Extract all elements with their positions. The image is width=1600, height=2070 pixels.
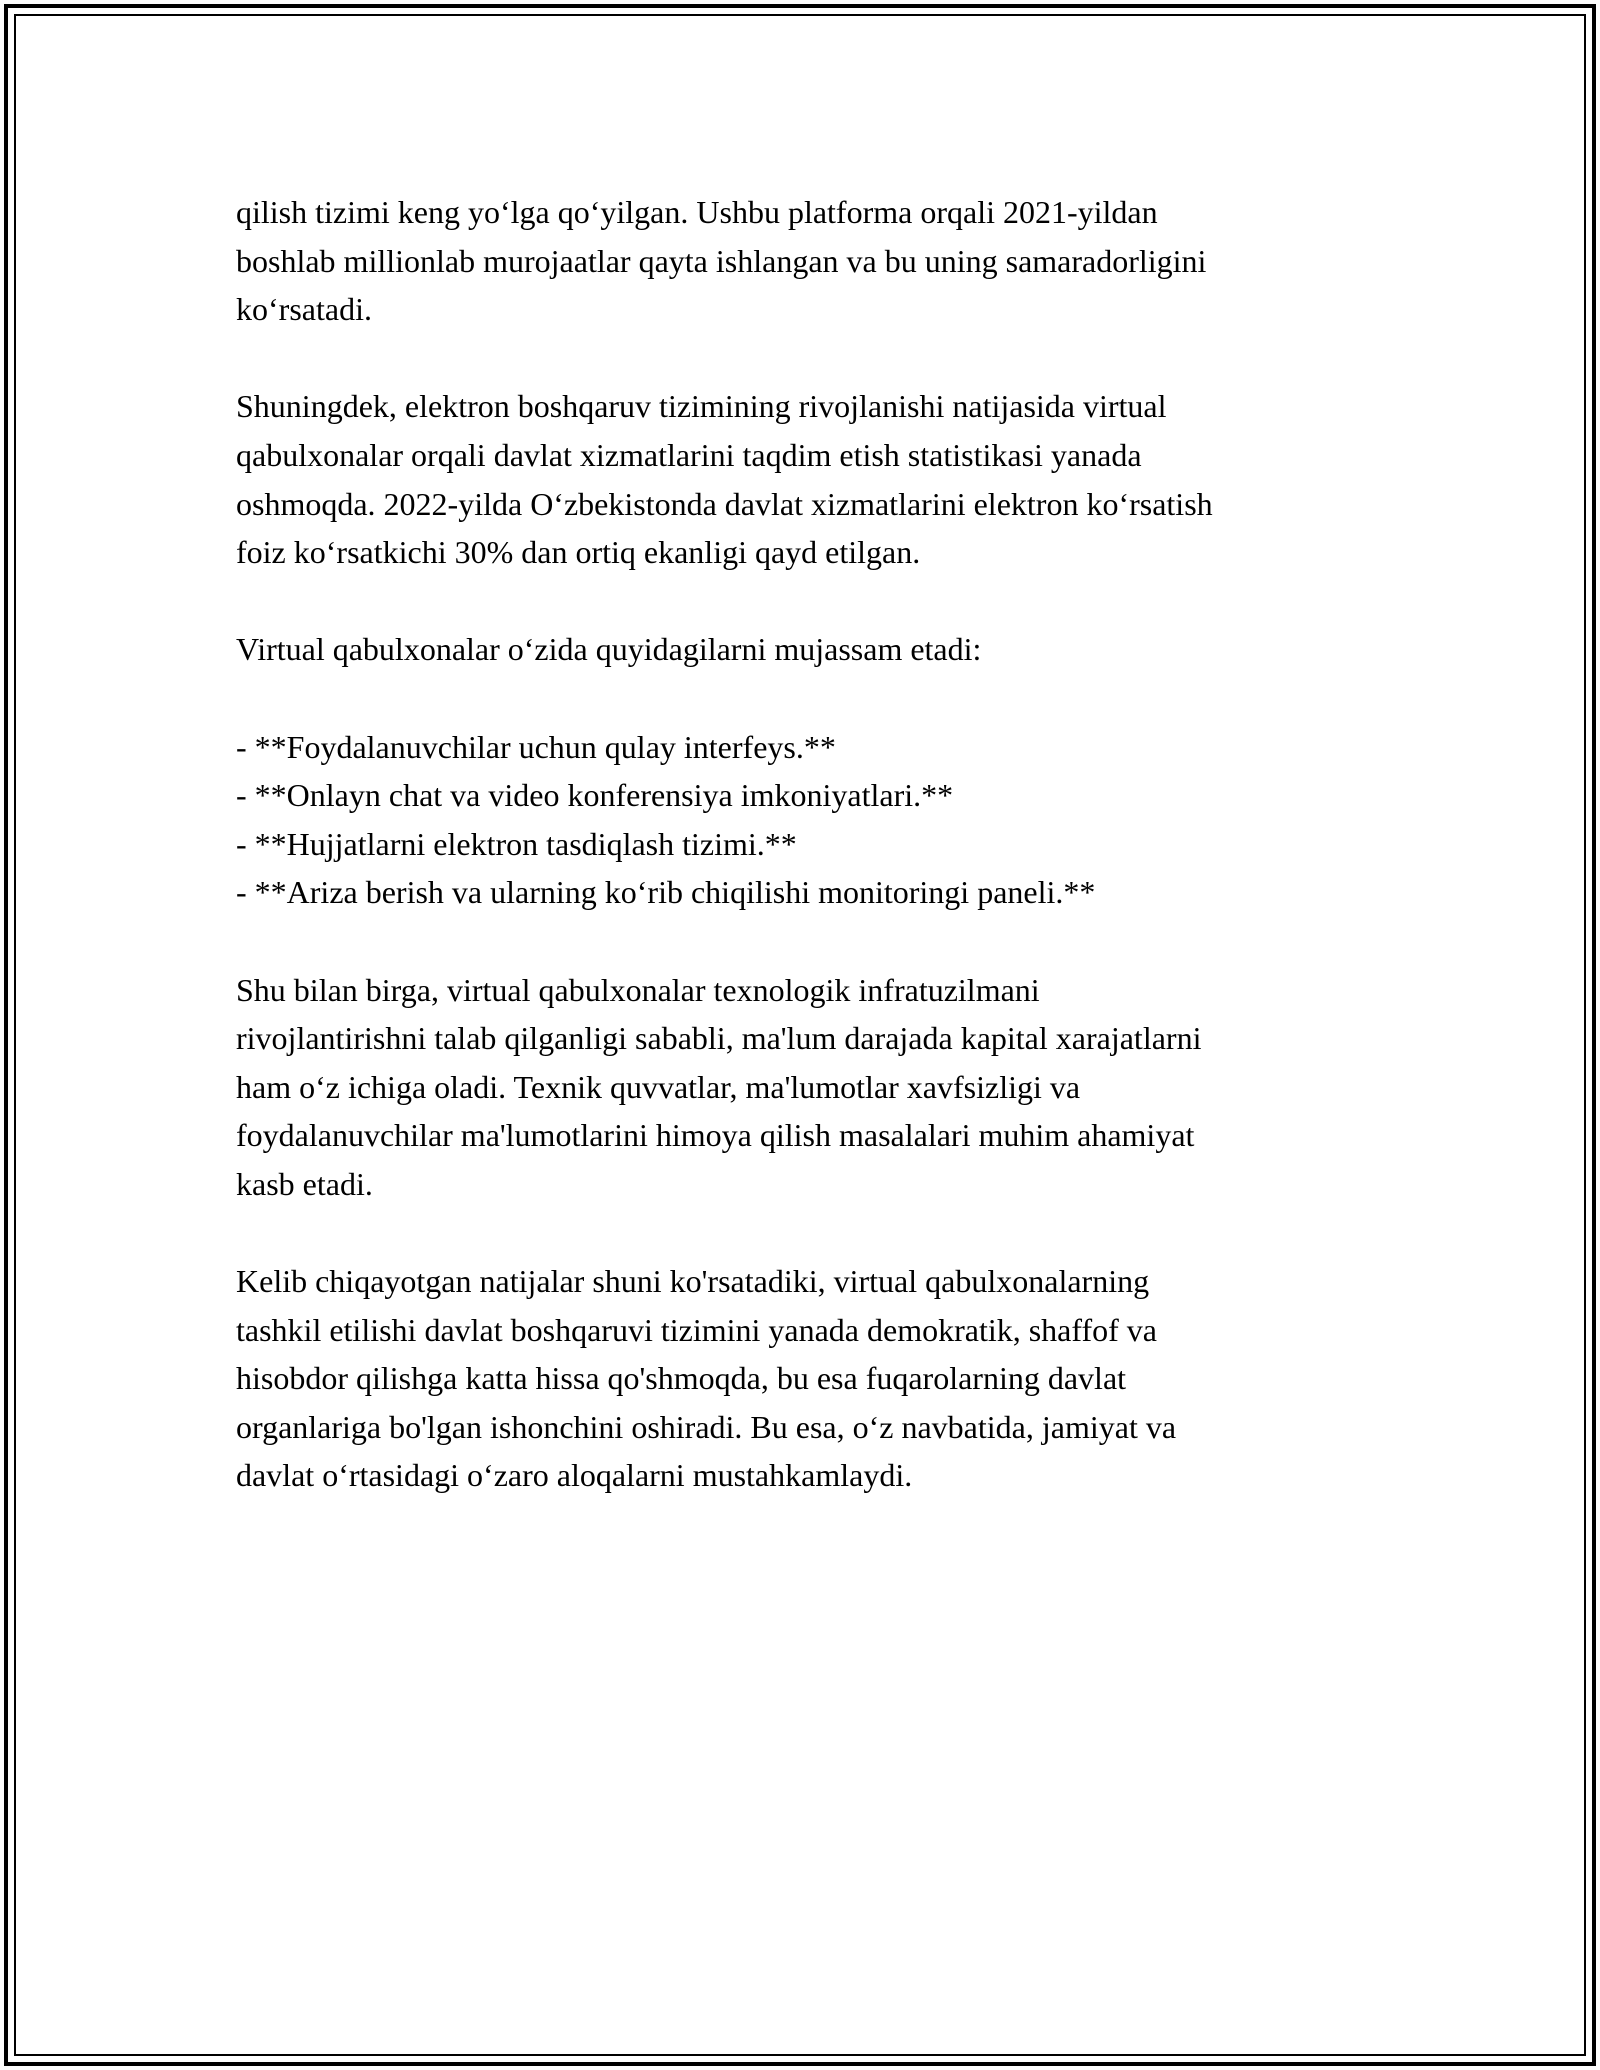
list-item: - **Foydalanuvchilar uchun qulay interfeys.**: [236, 728, 836, 765]
text-line: foydalanuvchilar ma'lumotlarini himoya qilish masalalari muhim ahamiyat: [236, 1117, 1195, 1154]
list-item: - **Ariza berish va ularning ko‘rib chiqilishi monitoringi paneli.**: [236, 874, 1096, 911]
text-line: Kelib chiqayotgan natijalar shuni ko'rsatadiki, virtual qabulxonalarning: [236, 1263, 1150, 1300]
text-line: rivojlantirishni talab qilganligi sababli, ma'lum darajada kapital xarajatlarni: [236, 1020, 1202, 1057]
text-line: oshmoqda. 2022-yilda O‘zbekistonda davlat xizmatlarini elektron ko‘rsatish: [236, 485, 1213, 522]
text-line: qabulxonalar orqali davlat xizmatlarini taqdim etish statistikasi yanada: [236, 436, 1142, 473]
text-line: qilish tizimi keng yo‘lga qo‘yilgan. Ushbu platforma orqali 2021-yildan: [236, 194, 1158, 230]
paragraph-1: [236, 188, 1366, 334]
list-item: - **Onlayn chat va video konferensiya imkoniyatlari.**: [236, 777, 954, 814]
text-line: tashkil etilishi davlat boshqaruvi tizimini yanada demokratik, shaffof va: [236, 1311, 1157, 1348]
text-line: ko‘rsatadi.: [236, 291, 372, 328]
text-line: hisobdor qilishga katta hissa qo'shmoqda, bu esa fuqarolarning davlat: [236, 1360, 1127, 1397]
paragraph-2: [236, 382, 1366, 576]
feature-list: [236, 723, 1366, 917]
text-line: kasb etadi.: [236, 1165, 373, 1202]
text-line: davlat o‘rtasidagi o‘zaro aloqalarni mustahkamlaydi.: [236, 1457, 913, 1494]
paragraph-4: [236, 966, 1366, 1209]
text-line: Shu bilan birga, virtual qabulxonalar texnologik infratuzilmani: [236, 971, 1040, 1008]
paragraph-3: [236, 625, 1366, 674]
paragraph-5: [236, 1257, 1366, 1500]
document-body: [236, 188, 1366, 1549]
text-line: ham o‘z ichiga oladi. Texnik quvvatlar, ma'lumotlar xavfsizligi va: [236, 1068, 1081, 1105]
text-line: boshlab millionlab murojaatlar qayta ishlangan va bu uning samaradorligini: [236, 242, 1207, 279]
text-line: organlariga bo'lgan ishonchini oshiradi. Bu esa, o‘z navbatida, jamiyat va: [236, 1408, 1177, 1445]
list-item: - **Hujjatlarni elektron tasdiqlash tizimi.**: [236, 825, 797, 862]
text-line: foiz ko‘rsatkichi 30% dan ortiq ekanligi qayd etilgan.: [236, 534, 921, 571]
text-line: Shuningdek, elektron boshqaruv tizimining rivojlanishi natijasida virtual: [236, 388, 1167, 425]
text-line: Virtual qabulxonalar o‘zida quyidagilarni mujassam etadi:: [236, 631, 982, 668]
